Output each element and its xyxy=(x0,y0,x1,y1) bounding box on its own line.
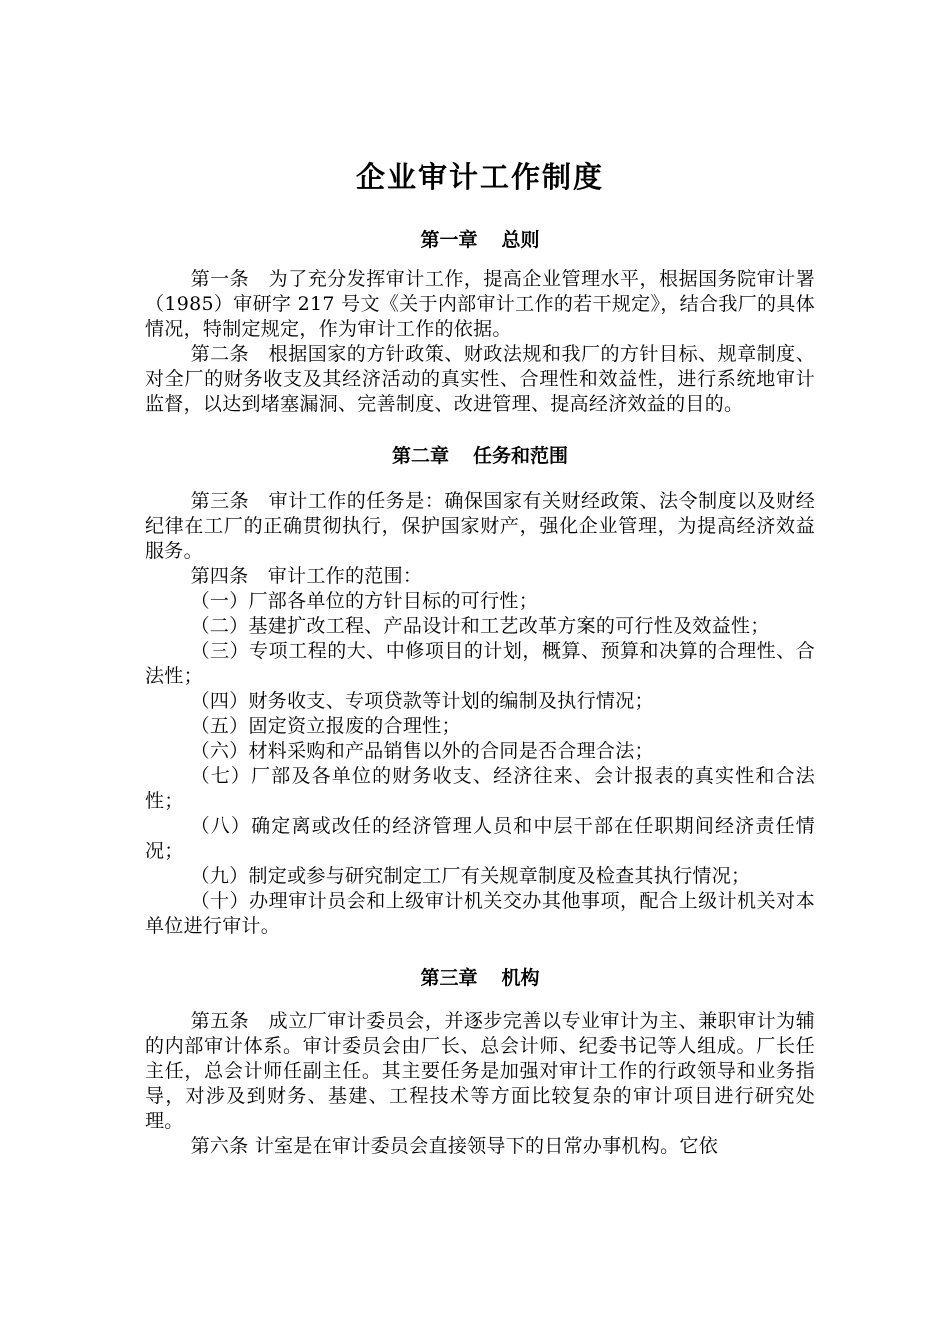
chapter-number: 第一章 xyxy=(420,229,478,251)
chapter-heading xyxy=(145,963,815,993)
chapter-name: 任务和范围 xyxy=(473,445,569,467)
chapter-name: 总则 xyxy=(501,229,540,251)
scope-item: （十）办理审计员会和上级审计机关交办其他事项，配合上级计机关对本单位进行审计。 xyxy=(145,890,815,937)
chapter-number: 第三章 xyxy=(420,967,478,989)
scope-item: （一）厂部各单位的方针目标的可行性； xyxy=(190,590,538,612)
scope-item: （七）厂部及各单位的财务收支、经济往来、会计报表的真实性和合法性； xyxy=(145,765,815,812)
scope-item: （八）确定离或改任的经济管理人员和中层干部在任职期间经济责任情况； xyxy=(145,815,815,862)
chapter-heading xyxy=(145,441,815,471)
article-1: 第一条 为了充分发挥审计工作，提高企业管理水平，根据国务院审计署（1985）审研字 217 号文《关于内部审计工作的若干规定》，结合我厂的具体情况，特制定规定，作为审计工作的依据。 xyxy=(145,268,815,340)
chapter-heading xyxy=(145,225,815,255)
article-5: 第五条 成立厂审计委员会，并逐步完善以专业审计为主、兼职审计为辅的内部审计体系。审计委员会由厂长、总会计师、纪委书记等人组成。厂长任主任，总会计师任副主任。其主要任务是加强对审计工作的行政领导和业务指导，对涉及到财务、基建、工程技术等方面比较复杂的审计项目进行研究处理。 xyxy=(145,1010,815,1132)
document-page xyxy=(145,155,815,1179)
chapter-2 xyxy=(145,441,815,939)
chapter-1 xyxy=(145,225,815,417)
article-2: 第二条 根据国家的方针政策、财政法规和我厂的方针目标、规章制度、对全厂的财务收支及其经济活动的真实性、合理性和效益性，进行系统地审计监督，以达到堵塞漏洞、完善制度、改进管理、提高经济效益的目的。 xyxy=(145,343,815,415)
scope-item: （五）固定资立报废的合理性； xyxy=(190,715,461,737)
article-4: 第四条 审计工作的范围： xyxy=(190,565,423,587)
scope-item: （九）制定或参与研究制定工厂有关规章制度及检查其执行情况； xyxy=(190,865,751,887)
article-3: 第三条 审计工作的任务是：确保国家有关财经政策、法令制度以及财经纪律在工厂的正确贯彻执行，保护国家财产，强化企业管理，为提高经济效益服务。 xyxy=(145,490,815,562)
scope-item: （三）专项工程的大、中修项目的计划，概算、预算和决算的合理性、合法性； xyxy=(145,640,815,687)
scope-item: （二）基建扩改工程、产品设计和工艺改革方案的可行性及效益性； xyxy=(190,615,770,637)
scope-item: （四）财务收支、专项贷款等计划的编制及执行情况； xyxy=(190,690,654,712)
chapter-name: 机构 xyxy=(501,967,540,989)
document-title: 企业审计工作制度 xyxy=(355,160,604,194)
chapter-number: 第二章 xyxy=(391,445,449,467)
article-6: 第六条 计室是在审计委员会直接领导下的日常办事机构。它依 xyxy=(190,1135,719,1157)
scope-item: （六）材料采购和产品销售以外的合同是否合理合法； xyxy=(190,740,654,762)
chapter-3 xyxy=(145,963,815,1159)
